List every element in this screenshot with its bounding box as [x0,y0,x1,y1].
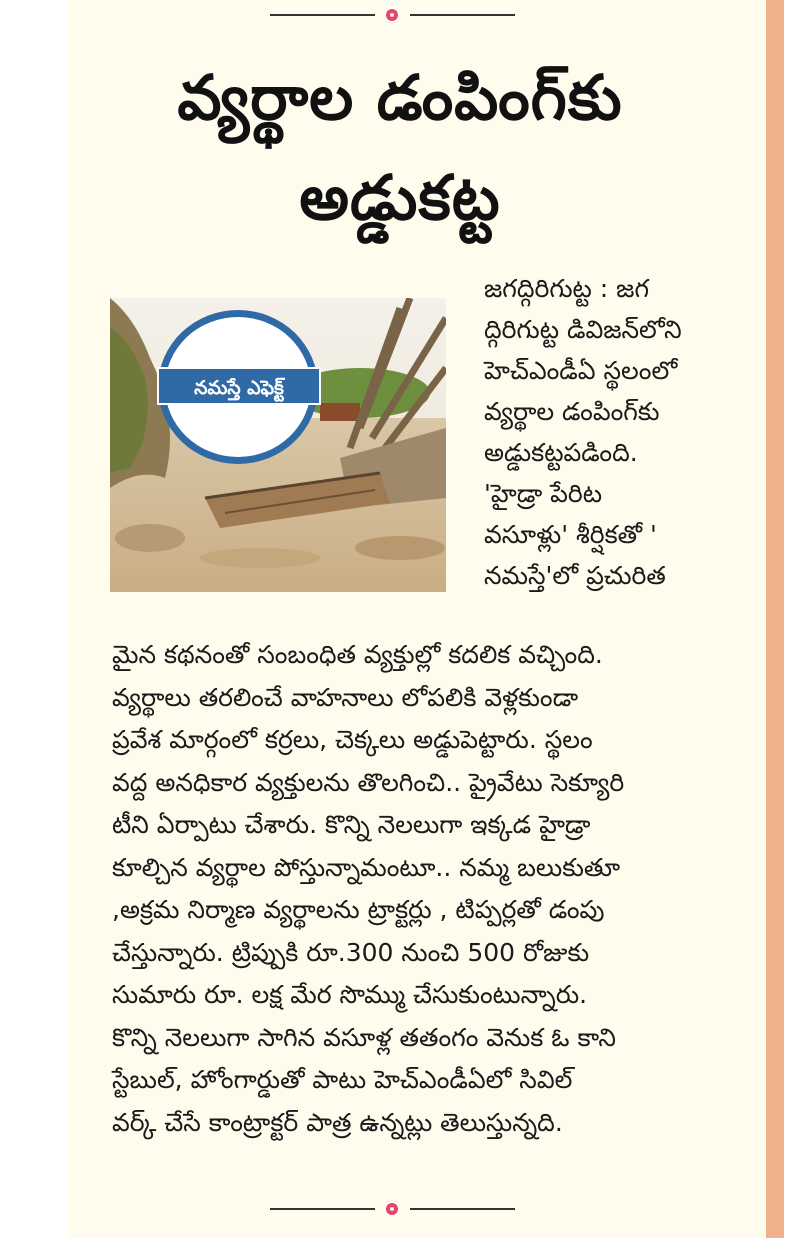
divider-line [270,14,375,16]
flower-dot-icon [386,1203,398,1215]
text-line: స్టేబుల్, హోంగార్డుతో పాటు హెచ్ఎండీఏలో సివిల్ [112,1065,573,1094]
text-line: అడ్డుకట్టపడింది. [484,438,638,467]
text-line: ప్రవేశ మార్గంలో కర్రలు, చెక్కలు అడ్డుపెట్టారు. స్థలం [112,725,593,754]
text-line: వ్యర్థాల డంపింగ్‌కు [484,397,660,426]
article-body-text [112,634,624,1144]
text-line: కొన్ని నెలలుగా సాగిన వసూళ్ల తతంగం వెనుక ఓ కాని [112,1022,616,1052]
text-line: హెచ్‌ఎండీఏ స్థలంలో [484,356,678,385]
text-line: మైన కథనంతో సంబంధిత వ్యక్తుల్లో కదలిక వచ్చింది. [112,640,603,669]
text-line: వసూళ్లు' శీర్షికతో ' [484,520,657,549]
text-line: కూల్చిన వ్యర్థాల పోస్తున్నామంటూ.. నమ్మ బలుకుతూ [112,852,621,882]
news-photo [110,298,446,592]
text-line: 'హైడ్రా పేరిట [484,479,603,508]
text-line: జగద్గిరిగుట్ట : జగ [484,274,650,303]
text-line: టీని ఏర్పాటు చేశారు. కొన్ని నెలలుగా ఇక్కడ హైడ్రా [112,810,591,839]
flower-dot-icon [386,9,398,21]
page-edge-bar [766,0,784,1238]
namaste-effect-stamp [158,310,318,464]
stamp-label: నమస్తే ఎఫెక్ట్ [157,367,321,405]
side-column-text [484,268,682,596]
text-line: ద్గిరిగుట్ట డివిజన్‌లోని [484,315,682,344]
divider-line [270,1208,375,1210]
text-line: ,అక్రమ నిర్మాణ వ్యర్థాలను ట్రాక్టర్లు , టిప్పర్లతో డంపు [112,895,605,924]
text-line: నమస్తే'లో ప్రచురిత [484,561,666,590]
text-line: వద్ద అనధికార వ్యక్తులను తొలగించి.. ప్రైవేటు సెక్యూరి [112,767,625,797]
headline-line-1: వ్యర్థాల డంపింగ్‌కు [177,61,623,134]
text-line: వ్యర్థాలు తరలించే వాహనాలు లోపలికి వెళ్లకుండా [112,682,579,712]
headline-line-2: అడ్డుకట్ట [299,161,501,234]
text-line: వర్క్ చేసే కాంట్రాక్టర్ పాత్ర ఉన్నట్లు తెలుస్తున్నది. [112,1107,563,1137]
divider-line [410,1208,515,1210]
text-line: సుమారు రూ. లక్ష మేర సొమ్ము చేసుకుంటున్నారు. [112,980,588,1009]
top-ornament-divider [270,8,515,22]
bottom-ornament-divider [270,1202,515,1216]
divider-line [410,14,515,16]
text-line: చేస్తున్నారు. ట్రిప్పుకి రూ.300 నుంచి 500 రోజుకు [112,937,590,967]
